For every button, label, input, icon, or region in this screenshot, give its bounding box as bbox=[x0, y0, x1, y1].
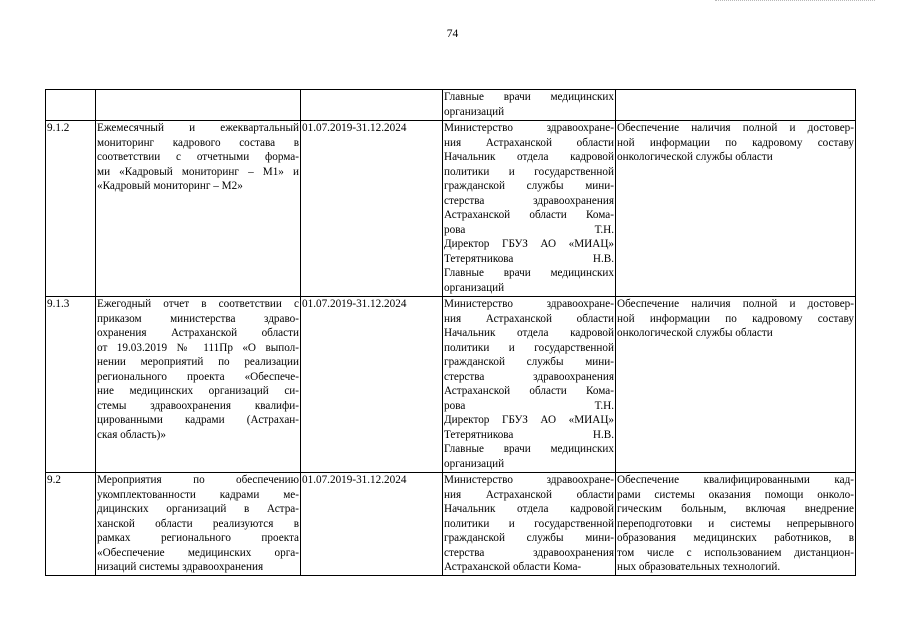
text-line: Начальник отдела кадровой bbox=[444, 503, 614, 515]
cell-responsible bbox=[443, 90, 616, 121]
text-line: политики и государственной bbox=[444, 517, 614, 530]
text-line: ми «Кадровый мониторинг – M1» и bbox=[97, 165, 299, 178]
text-line: рова Т.Н. bbox=[444, 223, 614, 236]
text-line: приказом министерства здраво- bbox=[97, 312, 299, 325]
cell-result bbox=[616, 90, 856, 121]
text-line: охранения Астраханской области bbox=[97, 327, 299, 339]
cell-number: 9.1.2 bbox=[46, 121, 96, 297]
text-line: переподготовки и системы непрерывного bbox=[617, 517, 854, 530]
text-line: Начальник отдела кадровой bbox=[444, 151, 614, 163]
measures-table bbox=[45, 89, 856, 576]
text-line: Обеспечение квалифицированными кад- bbox=[617, 474, 854, 486]
text-line: Обеспечение наличия полной и достовер- bbox=[617, 122, 854, 134]
table-row-9-1-3 bbox=[46, 297, 856, 473]
text-line: Министерство здравоохране- bbox=[444, 122, 614, 134]
table-row-continuation bbox=[46, 90, 856, 121]
cell-period: 01.07.2019-31.12.2024 bbox=[301, 121, 443, 297]
text-line: ская область)» bbox=[97, 428, 166, 441]
text-line: соответствии с отчетными форма- bbox=[97, 151, 299, 163]
table-row-9-1-2 bbox=[46, 121, 856, 297]
text-line: Главные врачи медицинских bbox=[444, 267, 614, 279]
text-line: Директор ГБУЗ АО «МИАЦ» bbox=[444, 238, 614, 250]
text-line: образования медицинских работников, в bbox=[617, 532, 854, 544]
text-line: Тетерятникова Н.В. bbox=[444, 428, 614, 441]
text-line: Ежегодный отчет в соответствии с bbox=[97, 298, 299, 310]
text-line: Министерство здравоохране- bbox=[444, 474, 614, 486]
text-line: стерства здравоохранения bbox=[444, 370, 614, 383]
text-line: ной информации по кадровому составу bbox=[617, 136, 854, 149]
text-line: политики и государственной bbox=[444, 165, 614, 178]
cell-period: 01.07.2019-31.12.2024 bbox=[301, 297, 443, 473]
text-line: Тетерятникова Н.В. bbox=[444, 252, 614, 265]
cell-number bbox=[46, 90, 96, 121]
cell-period bbox=[301, 90, 443, 121]
cell-description bbox=[96, 90, 301, 121]
text-line: Обеспечение наличия полной и достовер- bbox=[617, 298, 854, 310]
cell-number: 9.1.3 bbox=[46, 297, 96, 473]
text-line: организаций bbox=[444, 105, 505, 118]
text-line: гическим больным, включая внедрение bbox=[617, 503, 854, 515]
text-line: Главные врачи медицинских bbox=[444, 443, 614, 455]
text-line: ния Астраханской области bbox=[444, 312, 614, 325]
text-line: рова Т.Н. bbox=[444, 399, 614, 412]
text-line: организаций bbox=[444, 457, 505, 470]
cell-result bbox=[616, 473, 856, 576]
cell-responsible bbox=[443, 121, 616, 297]
text-line: Министерство здравоохране- bbox=[444, 298, 614, 310]
text-line: гражданской службы мини- bbox=[444, 180, 614, 192]
text-line: Астраханской области Кома- bbox=[444, 561, 582, 573]
text-line: Главные врачи медицинских bbox=[444, 91, 614, 103]
text-line: низаций системы здравоохранения bbox=[97, 561, 264, 573]
text-line: ния Астраханской области bbox=[444, 488, 614, 501]
text-line: Астраханской области Кома- bbox=[444, 209, 614, 221]
text-line: укомплектованности кадрами ме- bbox=[97, 488, 299, 501]
text-line: «Обеспечение медицинских орга- bbox=[97, 546, 299, 559]
cell-period: 01.07.2019-31.12.2024 bbox=[301, 473, 443, 576]
cell-description bbox=[96, 473, 301, 576]
text-line: мониторинг кадрового состава в bbox=[97, 136, 299, 149]
cell-description bbox=[96, 121, 301, 297]
text-line: ние медицинских организаций си- bbox=[97, 385, 299, 397]
text-line: организаций bbox=[444, 281, 505, 294]
text-line: Директор ГБУЗ АО «МИАЦ» bbox=[444, 414, 614, 426]
text-line: Астраханской области Кома- bbox=[444, 385, 614, 397]
text-line: ных образовательных технологий. bbox=[617, 561, 781, 573]
text-line: политики и государственной bbox=[444, 341, 614, 354]
table-body bbox=[46, 90, 856, 576]
text-line: ния Астраханской области bbox=[444, 136, 614, 149]
text-line: нении мероприятий по реализации bbox=[97, 356, 299, 368]
text-line: дицинских организаций в Астра- bbox=[97, 503, 299, 515]
text-line: от 19.03.2019 № 111Пр «О выпол- bbox=[97, 341, 299, 354]
text-line: стерства здравоохранения bbox=[444, 194, 614, 207]
text-line: онкологической службы области bbox=[617, 327, 773, 339]
cell-responsible bbox=[443, 297, 616, 473]
text-line: рамках регионального проекта bbox=[97, 532, 299, 544]
text-line: ной информации по кадровому составу bbox=[617, 312, 854, 325]
text-line: ханской области реализуются в bbox=[97, 517, 299, 530]
cell-responsible bbox=[443, 473, 616, 576]
text-line: Ежемесячный и ежеквартальный bbox=[97, 122, 299, 134]
text-line: цированными кадрами (Астрахан- bbox=[97, 414, 299, 426]
page-number: 74 bbox=[446, 28, 459, 40]
text-line: Начальник отдела кадровой bbox=[444, 327, 614, 339]
text-line: рами системы оказания помощи онколо- bbox=[617, 488, 854, 501]
text-line: стерства здравоохранения bbox=[444, 546, 614, 559]
top-edge-marks bbox=[715, 0, 875, 3]
cell-description bbox=[96, 297, 301, 473]
text-line: регионального проекта «Обеспече- bbox=[97, 370, 299, 383]
text-line: «Кадровый мониторинг – M2» bbox=[97, 180, 243, 192]
table-row-9-2 bbox=[46, 473, 856, 576]
text-line: стемы здравоохранения квалифи- bbox=[97, 399, 299, 412]
text-line: Мероприятия по обеспечению bbox=[97, 474, 299, 486]
text-line: том числе с использованием дистанцион- bbox=[617, 546, 854, 559]
cell-number: 9.2 bbox=[46, 473, 96, 576]
text-line: онкологической службы области bbox=[617, 151, 773, 163]
cell-result bbox=[616, 121, 856, 297]
text-line: гражданской службы мини- bbox=[444, 356, 614, 368]
cell-result bbox=[616, 297, 856, 473]
text-line: гражданской службы мини- bbox=[444, 532, 614, 544]
